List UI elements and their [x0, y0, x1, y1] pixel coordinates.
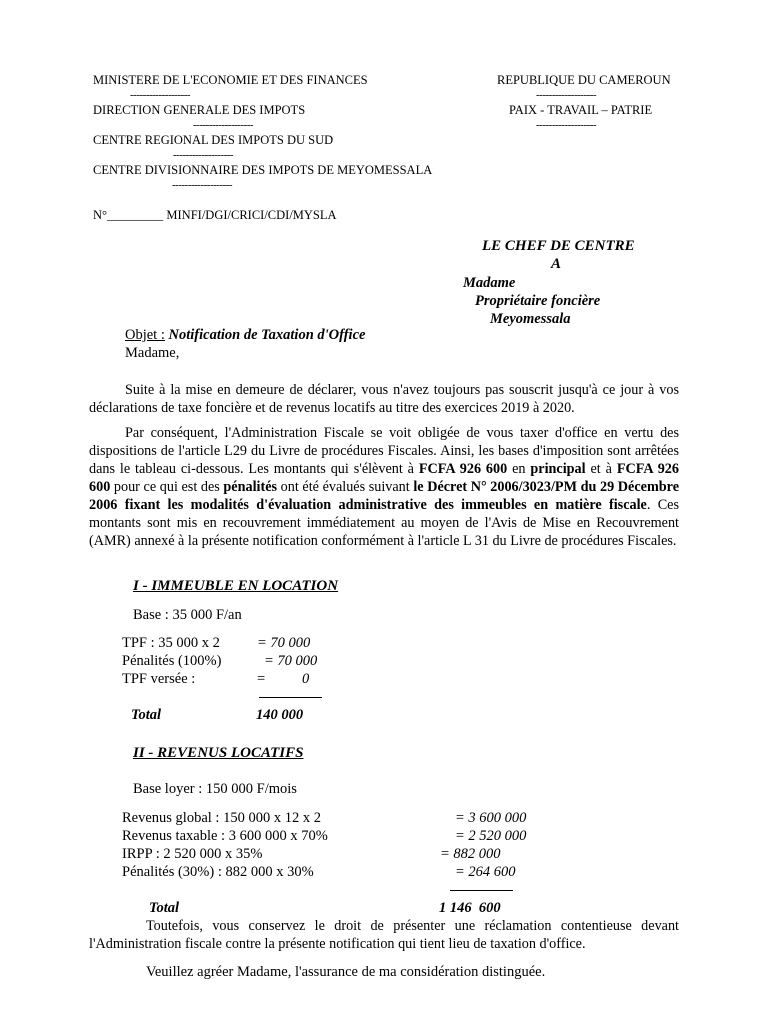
header-separator: -------------------	[172, 179, 233, 191]
section-1-row-label: TPF versée :	[122, 671, 196, 687]
paragraph-claim-right: Toutefois, vous conservez le droit de présenter une réclamation contentieuse devant l'Administration fiscale contre la présente notification qui tient lieu de taxation d'office.	[89, 918, 679, 952]
amount-principal: FCFA 926 600	[418, 461, 508, 477]
recipient-role: Propriétaire foncière	[475, 293, 601, 309]
section-1-title: I - IMMEUBLE EN LOCATION	[133, 578, 339, 594]
object-label: Objet :	[125, 327, 165, 343]
regional-center-name: CENTRE REGIONAL DES IMPOTS DU SUD	[93, 133, 334, 147]
reference-number: N°_________ MINFI/DGI/CRICI/CDI/MYSLA	[93, 208, 337, 222]
section-2-row-label: Revenus global : 150 000 x 12 x 2	[122, 810, 321, 826]
paragraph-intro: Suite à la mise en demeure de déclarer, vous n'avez toujours pas souscrit jusqu'à ce jour à vos déclarations de taxe foncière et de revenus locatifs au titre des exercices 2019 à 2020.	[89, 382, 679, 416]
section-2-sum-line	[450, 890, 513, 891]
section-2-row-label: Pénalités (30%) : 882 000 x 30%	[122, 864, 314, 880]
section-1-sum-line	[259, 697, 322, 698]
header-separator: -------------------	[536, 89, 597, 101]
section-2-row-value: = 2 520 000	[455, 828, 527, 844]
section-1-row-value: 0	[302, 671, 310, 687]
salutation: Madame,	[125, 345, 180, 361]
section-1-row-label: Pénalités (100%)	[122, 653, 222, 669]
section-1-row-eq: =	[257, 671, 266, 687]
recipient-place: Meyomessala	[490, 311, 571, 327]
section-2-row-value: = 264 600	[455, 864, 516, 880]
section-1-total-value: 140 000	[256, 707, 304, 723]
section-2-total-label: Total	[149, 900, 180, 916]
closing-formula: Veuillez agréer Madame, l'assurance de ma considération distinguée.	[146, 964, 546, 980]
recipient-name: Madame	[463, 275, 516, 291]
section-2-title: II - REVENUS LOCATIFS	[133, 745, 304, 761]
section-1-row-value: = 70 000	[264, 653, 318, 669]
paragraph-taxation: Par conséquent, l'Administration Fiscale se voit obligée de vous taxer d'office en vertu des dispositions de l'article L29 du Livre de procédures Fiscales. Ainsi, les bases d'imposition sont arrêtées dans le tableau ci-dessous. Les montants qui s'élèvent à FCFA 926 600 en principal et à FCFA 926 600 pour ce qui est des pénalités ont été évalués suivant le Décret N° 2006/3023/PM du 29 Décembre 2006 fixant les modalités d'évaluation administrative des immeubles en matière fiscale. Ces montants sont mis en recouvrement immédiatement au moyen de l'Avis de Mise en Recouvrement (AMR) annexé à la présente notification conformément à l'article L 31 du Livre de procédures Fiscales.	[89, 425, 679, 549]
direction-name: DIRECTION GENERALE DES IMPOTS	[93, 103, 306, 117]
section-2-row-value: = 3 600 000	[455, 810, 527, 826]
divisional-center-name: CENTRE DIVISIONNAIRE DES IMPOTS DE MEYOMESSALA	[93, 163, 433, 177]
section-1-total-label: Total	[131, 707, 162, 723]
amount-penalties: FCFA 926 600	[89, 461, 679, 495]
ministry-name: MINISTERE DE L'ECONOMIE ET DES FINANCES	[93, 73, 368, 87]
section-2-row-label: IRPP : 2 520 000 x 35%	[122, 846, 263, 862]
header-separator: -------------------	[536, 119, 597, 131]
section-2-total-value: 1 146 600	[439, 900, 501, 916]
republic-name: REPUBLIQUE DU CAMEROUN	[497, 73, 671, 87]
header-separator: -------------------	[130, 89, 191, 101]
sender-title: LE CHEF DE CENTRE	[482, 238, 635, 254]
section-1-row-label: TPF : 35 000 x 2	[122, 635, 220, 651]
object-line	[125, 327, 365, 344]
section-1-row-value: = 70 000	[257, 635, 311, 651]
principal-word: principal	[530, 461, 586, 477]
sender-to: A	[551, 256, 562, 272]
decree-reference: le Décret N° 2006/3023/PM du 29 Décembre 2006 fixant les modalités d'évaluation administrative des immeubles en matière fiscale	[89, 479, 679, 513]
section-2-row-label: Revenus taxable : 3 600 000 x 70%	[122, 828, 328, 844]
section-1-base: Base : 35 000 F/an	[133, 607, 242, 623]
header-separator: -------------------	[193, 119, 254, 131]
penalties-word: pénalités	[223, 479, 278, 495]
national-motto: PAIX - TRAVAIL – PATRIE	[509, 103, 653, 117]
section-2-row-value: = 882 000	[440, 846, 501, 862]
section-2-base: Base loyer : 150 000 F/mois	[133, 781, 297, 797]
header-separator: -------------------	[173, 149, 234, 161]
object-text: Notification de Taxation d'Office	[168, 327, 366, 343]
